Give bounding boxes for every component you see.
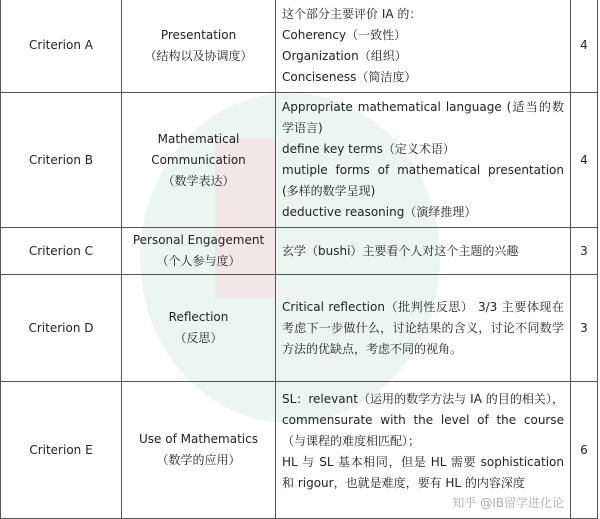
aspect-cell — [122, 93, 276, 228]
aspect-line: Use of Mathematics — [139, 432, 258, 446]
aspect-line: （数学的应用） — [156, 453, 241, 467]
aspect-cell — [122, 228, 276, 275]
table-row — [1, 93, 598, 228]
aspect-cell — [122, 0, 276, 93]
detail-line: 这个部分主要评价 IA 的： — [282, 6, 422, 21]
detail-line: define key terms（定义术语） — [282, 142, 455, 156]
detail-line: Conciseness（简洁度） — [282, 69, 417, 84]
detail-line: Critical reflection（批判性反思） 3/3 主要体现在考虑下一步做什么，讨论结果的含义，讨论不同数学方法的优缺点，考虑不同的视角。 — [282, 299, 564, 356]
details-cell — [276, 228, 571, 275]
detail-line: Organization（组织） — [282, 48, 407, 63]
aspect-line: Personal Engagement — [132, 233, 265, 247]
details-cell — [276, 93, 571, 228]
details-cell — [276, 382, 571, 519]
detail-line: deductive reasoning（演绎推理） — [282, 205, 477, 219]
detail-line: Coherency（一致性） — [282, 27, 407, 42]
marks-cell: 4 — [571, 0, 598, 93]
aspect-cell — [122, 382, 276, 519]
criterion-cell: Criterion A — [1, 0, 122, 93]
aspect-line: （个人参与度） — [156, 254, 241, 268]
detail-line: HL 与 SL 基本相同，但是 HL 需要 sophistication 和 rigour，也就是难度，要有 HL 的内容深度 — [282, 454, 564, 490]
criterion-cell: Criterion C — [1, 228, 122, 275]
aspect-line: Presentation — [160, 27, 237, 42]
detail-line: SL：relevant（运用的数学方法与 IA 的目的相关），commensurate with the level of the course（与课程的难度相匹配）； — [282, 391, 564, 448]
detail-line: mutiple forms of mathematical presentation (多样的数学呈现) — [282, 163, 564, 198]
aspect-line: （数学表达） — [162, 173, 235, 188]
details-cell — [276, 275, 571, 382]
table-row — [1, 382, 598, 519]
criterion-cell: Criterion D — [1, 275, 122, 382]
detail-line: 玄学（bushi）主要看个人对这个主题的兴趣 — [282, 243, 519, 258]
table-row — [1, 228, 598, 275]
watermark-credit: 知乎 @IB留学进化论 — [452, 495, 564, 510]
marks-cell: 4 — [571, 93, 598, 228]
marks-cell: 3 — [571, 275, 598, 382]
aspect-line: Reflection — [168, 310, 229, 324]
marks-cell: 3 — [571, 228, 598, 275]
criterion-cell: Criterion E — [1, 382, 122, 519]
aspect-cell — [122, 275, 276, 382]
aspect-line: Mathematical — [157, 131, 240, 146]
criterion-cell: Criterion B — [1, 93, 122, 228]
aspect-line: （反思） — [174, 331, 223, 345]
aspect-line: Communication — [151, 152, 246, 167]
table-row — [1, 0, 598, 93]
details-cell — [276, 0, 571, 93]
table-row — [1, 275, 598, 382]
aspect-line: （结构以及协调度） — [144, 48, 253, 63]
marks-cell: 6 — [571, 382, 598, 519]
detail-line: Appropriate mathematical language (适当的数学语言) — [282, 100, 564, 135]
